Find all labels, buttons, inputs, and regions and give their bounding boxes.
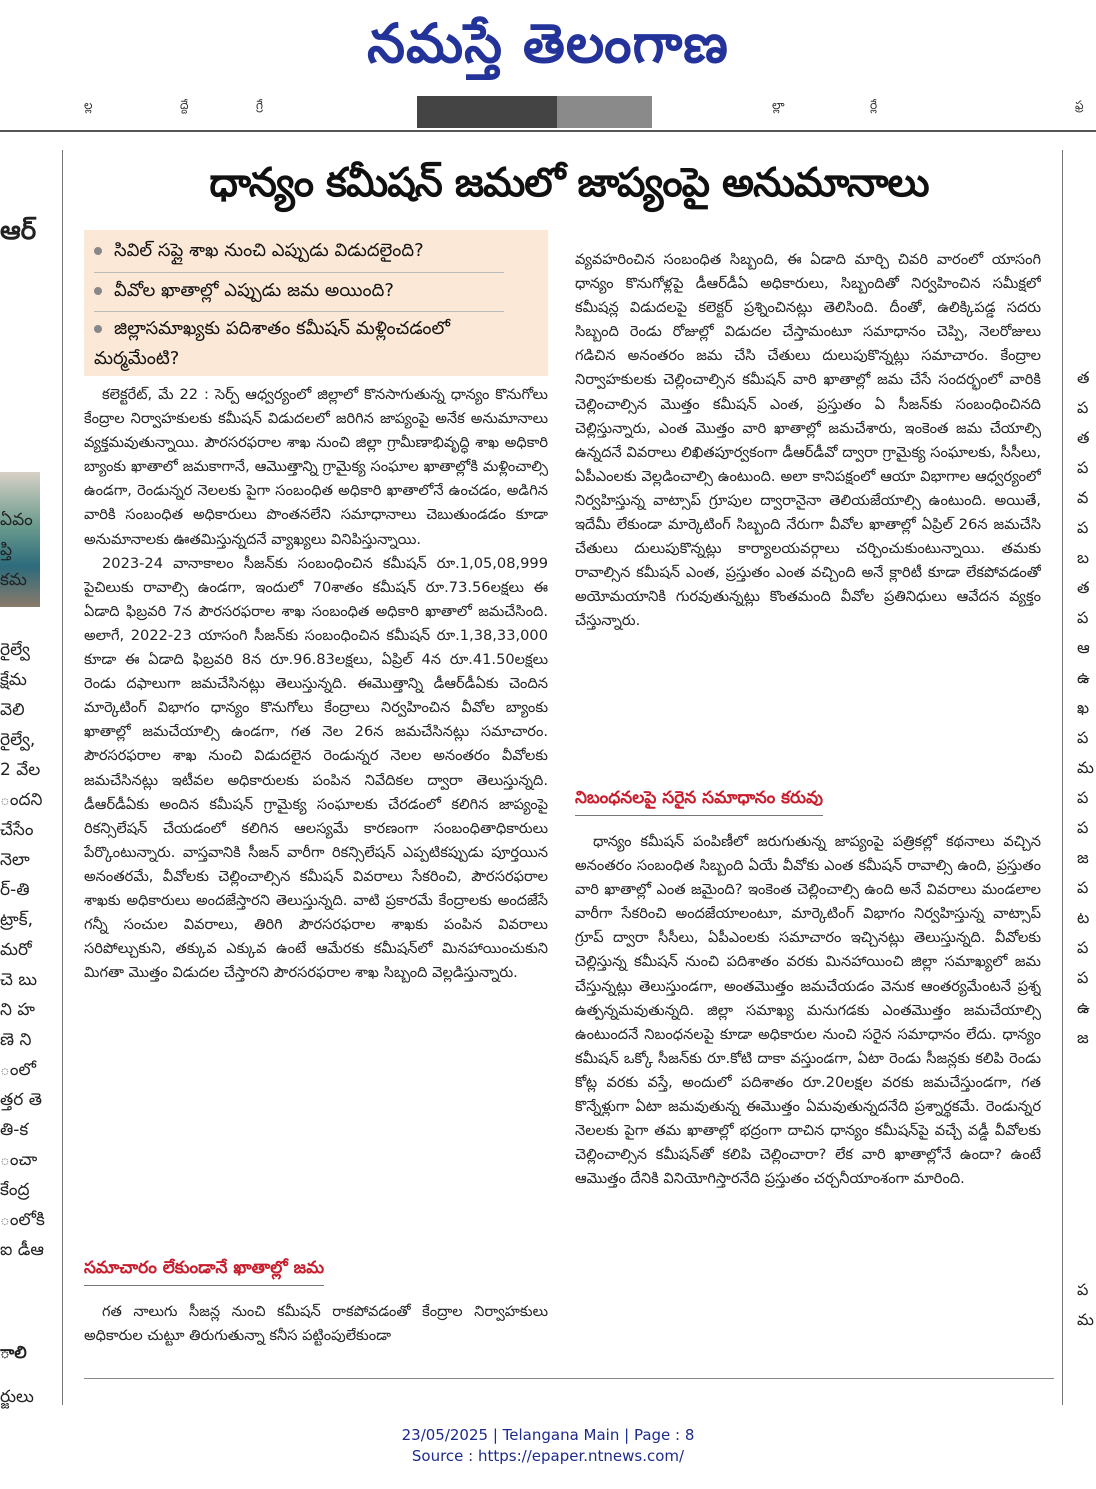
section-subheading: సమాచారం లేకుండానే ఖాతాల్లో జమ bbox=[84, 1258, 324, 1286]
highlight-divider bbox=[94, 272, 504, 273]
fragment-text: ర్జులు bbox=[0, 1387, 34, 1407]
fragment-heading: ఆర్ bbox=[0, 216, 37, 246]
fragment-text: ంలోకి bbox=[0, 1210, 45, 1230]
fragment-text: నెలా bbox=[0, 850, 30, 870]
edition-info: 23/05/2025 | Telangana Main | Page : 8 bbox=[401, 1426, 695, 1444]
highlight-item: జిల్లాసమాఖ్యకు పదిశాతం కమీషన్ మళ్లించడంలో మర్మమేంటి? bbox=[94, 318, 451, 369]
top-strip-text: ద్దే bbox=[180, 98, 189, 112]
fragment-text: రైల్వే, bbox=[0, 730, 36, 750]
top-strip-text: ర్లే bbox=[870, 98, 878, 112]
fragment-text: ఏవం bbox=[0, 510, 33, 530]
photo-fragment bbox=[557, 96, 652, 128]
article-paragraph: ధాన్యం కమీషన్ పంపిణీలో జరుగుతున్న జాప్యంపై పత్రికల్లో కథనాలు వచ్చిన అనంతరం సంబంధిత సిబ్బంది ఏయే వీవోకు ఎంత కమీషన్ రావాల్సి ఉంది, ప్రస్తుతం వారి ఖాతాల్లో ఎంత జమైంది? ఇంకెంత చెల్లించాల్సి ఉంది అనే వివరాలు మండలాల వారీగా సేకరించి అందజేయాలంటూ, మార్కెటింగ్ విభాగం నిర్వహిస్తున్న వాట్సాప్ గ్రూప్ ద్వారా సీసీలు, ఏపీఎంలకు సమాచారం ఇచ్చినట్లు తెలుస్తున్నది. వీవోలకు చెల్లిస్తున్న కమీషన్ నుంచి పదిశాతం వరకు మినహాయించి జిల్లా సమాఖ్యలో జమ చేస్తున్నట్లు తెలుస్తుండగా, అంతమొత్తం జమచేయడం వెనుక ఆంతర్యమేంటనే ప్రశ్న ఉత్పన్నమవుతున్నది. జిల్లా సమాఖ్య మనుగడకు ఎంతమొత్తం జమచేయాల్సి ఉంటుందనే నిబంధనలపై కూడా అధికారుల నుంచి సరైన సమాధానం లేదు. ధాన్యం కమీషన్ ఒక్కో సీజన్‌కు రూ.కోటి దాకా వస్తుండగా, ఏటా రెండు సీజన్లకు కలిపి రెండు కోట్ల వరకు వస్తే, అందులో పదిశాతం రూ.20లక్షల వరకు జమచేస్తుండగా, గత కొన్నేళ్లుగా ఏటా జమవుతున్న ఈమొత్తం ఏమవుతున్నదనేది ప్రశ్నార్థకమే. రెండున్నర నెలలకు పైగా తమ ఖాతాల్లో భద్రంగా దాచిన ధాన్యం కమీషన్‌పై వచ్చే వడ్డీ వీవోలకు చెల్లించాల్సిన కమీషన్‌తో కలిపి చెల్లించారా? లేక వారి ఖాతాల్లోనే ఉందా? ఉంటే ఆమొత్తం దేనికి వినియోగిస్తారనేది ప్రస్తుతం చర్చనీయాంశంగా మారింది. bbox=[575, 833, 1041, 1188]
fragment-text: ప bbox=[1077, 968, 1089, 987]
fragment-text: తి-క bbox=[0, 1120, 29, 1140]
article-paragraph: వ్యవహరించిన సంబంధిత సిబ్బంది, ఈ ఏడాది మార్చి చివరి వారంలో యాసంగి ధాన్యం కొనుగోళ్లపై డీఆర్‌డీఏ అధికారులు, సిబ్బందితో నిర్వహించిన సమీక్షలో కమీషన్ల విడుదలపై కలెక్టర్ ప్రశ్నించినట్లు తెలిసింది. దీంతో, ఉలిక్కిపడ్డ సదరు సిబ్బంది రెండు రోజుల్లో విడుదల చేస్తామంటూ సమాధానం చెప్పి, నెలరోజులు గడిచిన అనంతరం జమ చేసి చేతులు దులుపుకొన్నట్లు సమాచారం. కేంద్రాల నిర్వాహకులకు చెల్లించాల్సిన కమీషన్ వారి ఖాతాల్లో జమ చేసే సందర్భంలో వారికి చెల్లించాల్సిన మొత్తం కమీషన్ ఎంత, ప్రస్తుతం ఏ సీజన్‌కు సంబంధించినది చెల్లిస్తున్నారు, ఎంత మొత్తం వారి ఖాతాల్లో జమచేశారు, ఇంకెంత జమ చేయాల్సి ఉన్నదనే వివరాలు లిఖితపూర్వకంగా డీఆర్‌డీవో ద్వారా గ్రామైక్య సంఘాలకు, సీసీలు, ఏపీఎంలకు వెల్లడించాల్సి ఉంటుంది. అలా కానిపక్షంలో ఆయా విభాగాల ఆధ్వర్యంలో నిర్వహిస్తున్న వాట్సాప్ గ్రూపుల ద్వారానైనా తెలియజేయాల్సి ఉంటుంది. అయితే, ఇదేమీ లేకుండా మార్కెటింగ్ సిబ్బంది నేరుగా వీవోల ఖాతాల్లో ఏప్రిల్ 26న జమచేసి చేతులు దులుపుకొన్నట్లు కార్యాలయవర్గాలు చర్చించుకుంటున్నాయి. తమకు రావాల్సిన కమీషన్ ఎంత, ప్రస్తుతం ఎంత వచ్చింది అనే క్లారిటీ కూడా లేకపోవడంతో అయోమయానికి గురవుతున్నట్లు కొంతమంది వీవోల ప్రతినిధులు ఆవేదన వ్యక్తం చేస్తున్నారు. bbox=[575, 251, 1041, 630]
article-column-2 bbox=[575, 248, 1041, 778]
newspaper-logo: నమస్తే తెలంగాణ bbox=[367, 12, 729, 75]
top-strip-text: ల్ల bbox=[84, 98, 93, 112]
section-subheading: నిబంధనలపై సరైన సమాధానం కరువు bbox=[575, 788, 823, 816]
fragment-text: ని హ bbox=[0, 1000, 35, 1020]
fragment-text: ఉ bbox=[1077, 998, 1090, 1017]
fragment-text: ప్తి bbox=[0, 540, 13, 560]
masthead bbox=[0, 0, 1096, 96]
right-adjacent-column bbox=[1074, 150, 1096, 1410]
article-paragraph: కలెక్టరేట్, మే 22 : సెర్ప్ ఆధ్వర్యంలో జిల్లాలో కొనసాగుతున్న ధాన్యం కొనుగోలు కేంద్రాల నిర్వాహకులకు కమీషన్ విడుదలలో జరిగిన జాప్యంపై అనేక అనుమానాలు వ్యక్తమవుతున్నాయి. పౌరసరఫరాల శాఖ నుంచి జిల్లా గ్రామీణాభివృద్ధి శాఖ అధికారి బ్యాంకు ఖాతాలో జమకాగానే, ఆమొత్తాన్ని గ్రామైక్య సంఘాల ఖాతాల్లోకి మళ్లించాల్సి ఉండగా, రెండున్నర నెలలకు పైగా సంబంధిత అధికారి ఖాతాలోనే ఉంచడం, అడిగిన వారికి సంబంధిత అధికారులు పొంతనలేని సమాధానాలు చెబుతుండడం కూడా అనుమానాలకు ఊతమిస్తున్నదనే వ్యాఖ్యలు వినిపిస్తున్నాయి. bbox=[84, 386, 548, 548]
highlight-item: సివిల్ సప్లై శాఖ నుంచి ఎప్పుడు విడుదలైంది? bbox=[94, 236, 424, 266]
fragment-text: ట్రాక్, bbox=[0, 910, 33, 930]
fragment-text: జ bbox=[1077, 848, 1089, 867]
article-column-2-cont bbox=[575, 830, 1041, 1362]
article-column-1-cont bbox=[84, 1300, 548, 1368]
fragment-text: ఉ bbox=[1077, 668, 1090, 687]
fragment-text: 2 వేల bbox=[0, 760, 41, 780]
bottom-rule bbox=[84, 1378, 1054, 1379]
top-strip-text: ఫ్ర bbox=[1075, 98, 1084, 112]
fragment-text: బ bbox=[1077, 548, 1090, 567]
fragment-text: మ bbox=[1077, 1310, 1094, 1329]
bullet-icon bbox=[94, 325, 102, 333]
fragment-text: కమ bbox=[0, 570, 27, 590]
fragment-text: త్తర తె bbox=[0, 1090, 42, 1110]
fragment-text: కేంద్ర bbox=[0, 1180, 30, 1200]
fragment-text: ణె ని bbox=[0, 1030, 32, 1050]
fragment-text: ప bbox=[1077, 728, 1089, 747]
fragment-text: త bbox=[1077, 368, 1090, 387]
fragment-text: ప bbox=[1077, 938, 1089, 957]
article-column-1 bbox=[84, 383, 548, 1253]
fragment-text: ట bbox=[1077, 908, 1090, 927]
fragment-text: ర్-తి bbox=[0, 880, 30, 900]
page-footer bbox=[0, 1425, 1096, 1467]
fragment-text: ప bbox=[1077, 818, 1089, 837]
fragment-text: వ bbox=[1077, 488, 1089, 507]
fragment-text: చేసేం bbox=[0, 820, 34, 840]
fragment-text: ందని bbox=[0, 790, 43, 810]
fragment-text: ంలో bbox=[0, 1060, 36, 1080]
bullet-icon bbox=[94, 287, 102, 295]
fragment-text: క్షేమ bbox=[0, 670, 27, 690]
top-strip-text: ల్లా bbox=[772, 98, 785, 112]
photo-fragment bbox=[417, 96, 557, 128]
highlights-box bbox=[84, 230, 548, 376]
top-strip-text: గ్రే bbox=[256, 98, 263, 112]
top-strip bbox=[0, 96, 1096, 132]
fragment-text: మరో bbox=[0, 940, 32, 960]
article-paragraph: గత నాలుగు సీజన్ల నుంచి కమీషన్ రాకపోవడంతో కేంద్రాల నిర్వాహకులు అధికారుల చుట్టూ తిరుగుతున్నా కనీస పట్టింపులేకుండా bbox=[84, 1303, 548, 1345]
fragment-text: ఐ డీఆ bbox=[0, 1240, 44, 1260]
fragment-heading: ాలి bbox=[0, 1343, 27, 1363]
fragment-text: ప bbox=[1077, 878, 1089, 897]
bullet-icon bbox=[94, 247, 102, 255]
column-divider bbox=[62, 150, 63, 1405]
fragment-text: ంచా bbox=[0, 1150, 38, 1170]
fragment-text: చె బు bbox=[0, 970, 37, 990]
fragment-text: త bbox=[1077, 578, 1090, 597]
fragment-text: మ bbox=[1077, 758, 1094, 777]
fragment-text: జ bbox=[1077, 1028, 1089, 1047]
fragment-text: రైల్వే bbox=[0, 640, 30, 660]
fragment-text: ప bbox=[1077, 1280, 1089, 1299]
article-headline: ధాన్యం కమీషన్ జమలో జాప్యంపై అనుమానాలు bbox=[209, 160, 929, 206]
highlight-item: వీవోల ఖాతాల్లో ఎప్పుడు జమ అయింది? bbox=[94, 276, 394, 306]
fragment-text: ఆ bbox=[1077, 638, 1090, 657]
fragment-text: ప bbox=[1077, 458, 1089, 477]
highlight-divider bbox=[94, 311, 504, 312]
fragment-text: త bbox=[1077, 428, 1090, 447]
source-link[interactable]: Source : https://epaper.ntnews.com/ bbox=[411, 1447, 685, 1465]
fragment-text: ప bbox=[1077, 608, 1089, 627]
article-paragraph: 2023-24 వానాకాలం సీజన్‌కు సంబంధించిన కమీషన్ రూ.1,05,08,999 పైచిలుకు రావాల్సి ఉండగా, ఇందులో 70శాతం కమీషన్ రూ.73.56లక్షలు ఈ ఏడాది ఫిబ్రవరి 7న పౌరసరఫరాల శాఖ సంబంధిత అధికారి ఖాతాలో జమచేసింది. అలాగే, 2022-23 యాసంగి సీజన్‌కు సంబంధించిన కమీషన్ రూ.1,38,33,000 కూడా ఈ ఏడాది ఫిబ్రవరి 8న రూ.96.83లక్షలు, ఏప్రిల్ 4న రూ.41.50లక్షలు రెండు దఫాలుగా జమచేసినట్లు తెలుస్తున్నది. ఈమొత్తాన్ని డీఆర్‌డీఏకు చెందిన మార్కెటింగ్ విభాగం ధాన్యం కొనుగోలు కేంద్రాలు నిర్వహించిన వీవోల బ్యాంకు ఖాతాల్లో జమచేయాల్సి ఉండగా, గత నెల 26న జమచేసినట్లు సమాచారం. పౌరసరఫరాల శాఖ నుంచి విడుదలైన రెండున్నర నెలల అనంతరం వీవోలకు జమచేసినట్లు ఇటీవల అధికారులకు పంపిన నివేదికల ద్వారా తెలుస్తున్నది. డీఆర్‌డీఏకు అందిన కమీషన్ గ్రామైక్య సంఘాలకు చేరడంలో కలిగిన జాప్యంపై రికన్సిలేషన్ చేయడంలో కలిగిన ఆలస్యమే కారణంగా సంబంధితాధికారులు పేర్కొంటున్నారు. వాస్తవానికి సీజన్ వారీగా రికన్సిలేషన్ ఎప్పటికప్పుడు పూర్తయిన అనంతరమే, వీవోలకు చెల్లించాల్సిన కమీషన్ వివరాలు సేకరించి, పౌరసరఫరాల శాఖకు అధికారులు అందజేస్తారని తెలుస్తున్నది. వాటి ప్రకారమే కేంద్రాలకు అందజేసే గన్నీ సంచుల వివరాలు, తిరిగి పౌరసరఫరాల శాఖకు పంపిన వివరాలు సరిపోల్చుకుని, తక్కువ ఎక్కువ ఉంటే ఆమేరకు కమీషన్‌లో మినహాయించుకుని మిగతా మొత్తం విడుదల చేస్తారని పౌరసరఫరాల శాఖ సిబ్బంది వెల్లడిస్తున్నారు. bbox=[84, 554, 548, 982]
fragment-text: ఖ bbox=[1077, 698, 1090, 717]
left-adjacent-column bbox=[0, 150, 52, 1410]
fragment-text: ప bbox=[1077, 518, 1089, 537]
column-divider bbox=[1062, 150, 1063, 1405]
fragment-text: ప bbox=[1077, 398, 1089, 417]
fragment-text: ప bbox=[1077, 788, 1089, 807]
fragment-text: వెలి bbox=[0, 700, 25, 720]
